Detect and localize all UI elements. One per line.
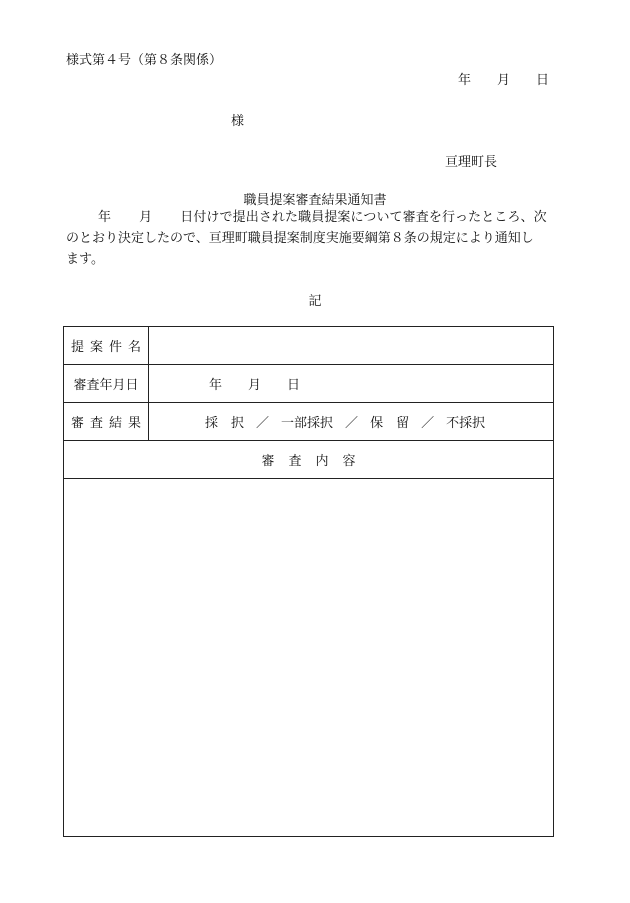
review-date-month: 月 (248, 378, 262, 393)
result-option-not-adopted[interactable]: 不採択 (446, 416, 486, 431)
review-date-day: 日 (287, 378, 301, 393)
proposal-name-row (64, 327, 553, 365)
issue-date-day: 日 (536, 73, 550, 88)
review-result-options (149, 403, 553, 440)
proposal-name-label: 提案件名 (64, 327, 149, 364)
review-result-label: 審査結果 (64, 403, 149, 440)
result-separator: ／ (345, 416, 359, 431)
review-result-row (64, 403, 553, 441)
review-content-header-row (64, 441, 553, 479)
issue-date (458, 69, 549, 88)
document-title: 職員提案審査結果通知書 (243, 193, 387, 208)
notice-year: 年 (98, 210, 112, 225)
result-separator: ／ (421, 416, 435, 431)
proposal-name-field[interactable] (149, 327, 553, 364)
result-option-partially-adopted[interactable]: 一部採択 (281, 416, 334, 431)
notice-line-2: のとおり決定したので、亘理町職員提案制度実施要綱第８条の規定により通知し (66, 231, 534, 246)
result-option-pending[interactable]: 保 留 (370, 416, 410, 431)
notice-line-1-text: 日付けで提出された職員提案について審査を行ったところ、次 (180, 210, 547, 225)
review-date-label: 審査年月日 (64, 365, 149, 402)
form-number: 様式第４号（第８条関係） (66, 53, 223, 68)
review-date-row (64, 365, 553, 403)
review-date-year: 年 (209, 378, 223, 393)
review-date-field[interactable] (149, 365, 553, 402)
notice-body (66, 207, 560, 270)
issue-date-year: 年 (458, 73, 472, 88)
notice-line-3: ます。 (66, 252, 104, 267)
ki-heading: 記 (308, 294, 322, 309)
notice-line-1 (66, 207, 560, 228)
review-content-field[interactable] (64, 479, 553, 836)
review-content-label: 審査内容 (261, 454, 370, 469)
sender-name: 亘理町長 (445, 155, 498, 170)
issue-date-month: 月 (497, 73, 511, 88)
addressee-suffix: 様 (231, 114, 245, 129)
result-option-adopted[interactable]: 採 択 (205, 416, 245, 431)
result-separator: ／ (256, 416, 270, 431)
review-result-table (63, 326, 554, 837)
notice-month: 月 (139, 210, 153, 225)
